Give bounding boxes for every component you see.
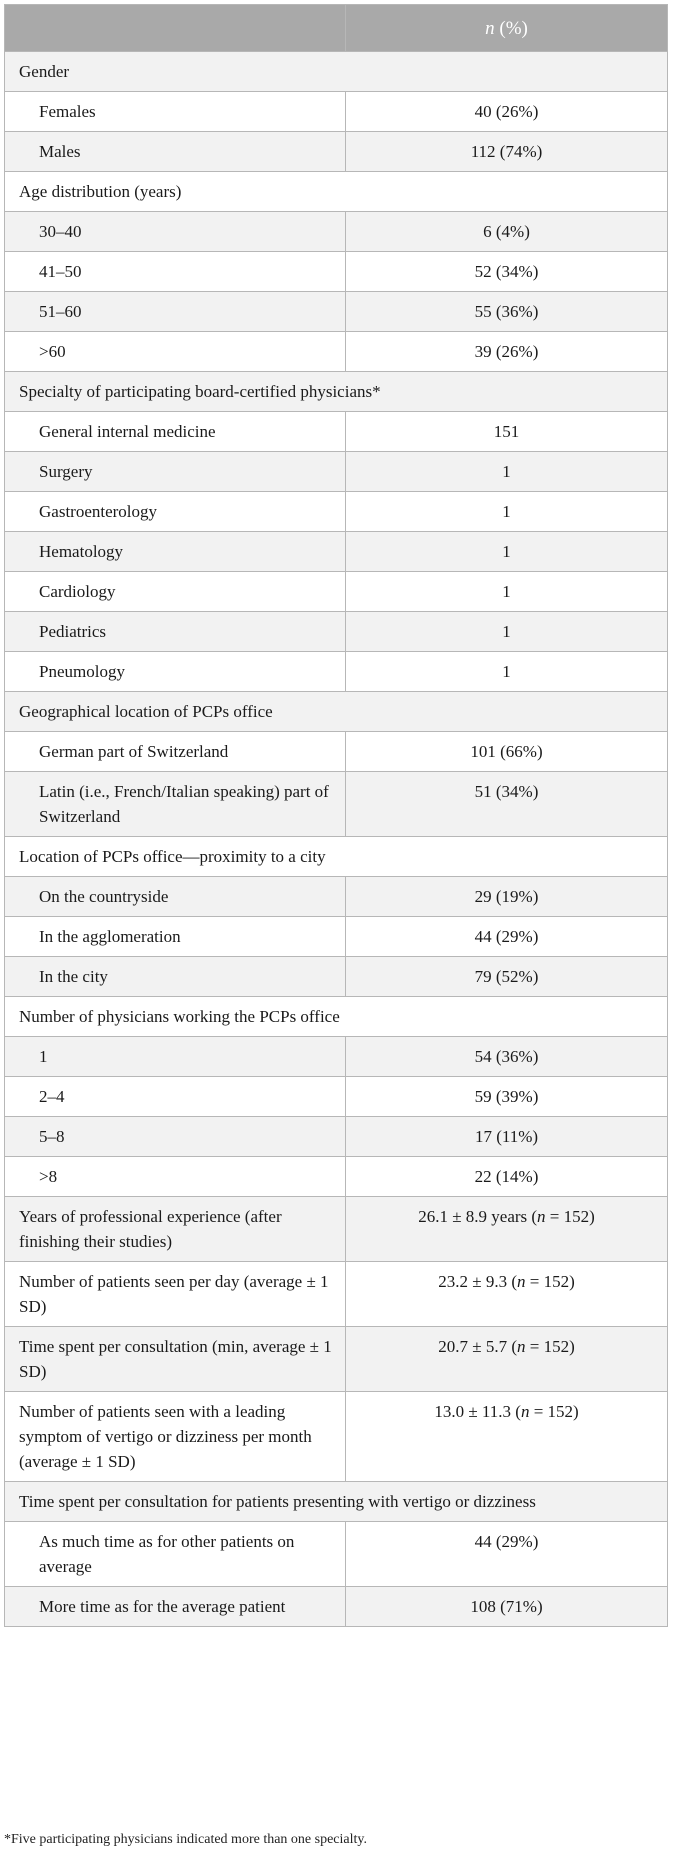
section-row <box>5 172 668 212</box>
row-value: 151 <box>346 412 668 452</box>
row-label: 1 <box>5 1037 346 1077</box>
table-row <box>5 1197 668 1262</box>
row-value: 59 (39%) <box>346 1077 668 1117</box>
row-value: 13.0 ± 11.3 (n = 152) <box>346 1392 668 1482</box>
section-label: Gender <box>5 52 668 92</box>
section-label: Geographical location of PCPs office <box>5 692 668 732</box>
row-label: >8 <box>5 1157 346 1197</box>
row-label: In the agglomeration <box>5 917 346 957</box>
row-label: General internal medicine <box>5 412 346 452</box>
table-row <box>5 292 668 332</box>
row-label: Cardiology <box>5 572 346 612</box>
table-row <box>5 917 668 957</box>
header-cell-empty <box>5 5 346 52</box>
table-row <box>5 877 668 917</box>
table-row <box>5 332 668 372</box>
row-value: 1 <box>346 652 668 692</box>
section-label: Specialty of participating board-certified physicians* <box>5 372 668 412</box>
demographics-table <box>4 4 668 1627</box>
table-footnote: *Five participating physicians indicated more than one specialty. <box>4 1832 367 1847</box>
row-label: 51–60 <box>5 292 346 332</box>
table-row <box>5 212 668 252</box>
section-row <box>5 1482 668 1522</box>
row-value: 1 <box>346 572 668 612</box>
section-label: Number of physicians working the PCPs office <box>5 997 668 1037</box>
row-value: 55 (36%) <box>346 292 668 332</box>
table-row <box>5 572 668 612</box>
row-label: Pneumology <box>5 652 346 692</box>
row-label: 30–40 <box>5 212 346 252</box>
row-value: 101 (66%) <box>346 732 668 772</box>
section-label: Location of PCPs office—proximity to a city <box>5 837 668 877</box>
table-row <box>5 1262 668 1327</box>
row-value: 22 (14%) <box>346 1157 668 1197</box>
header-percent: (%) <box>494 17 528 39</box>
table-row <box>5 652 668 692</box>
row-label: Number of patients seen per day (average ± 1 SD) <box>5 1262 346 1327</box>
row-value: 20.7 ± 5.7 (n = 152) <box>346 1327 668 1392</box>
table-row <box>5 1522 668 1587</box>
n-symbol: n <box>537 1207 546 1226</box>
row-value: 17 (11%) <box>346 1117 668 1157</box>
row-value: 39 (26%) <box>346 332 668 372</box>
table-row <box>5 732 668 772</box>
row-label: More time as for the average patient <box>5 1587 346 1627</box>
row-label: Years of professional experience (after finishing their studies) <box>5 1197 346 1262</box>
row-value: 23.2 ± 9.3 (n = 152) <box>346 1262 668 1327</box>
row-label: 2–4 <box>5 1077 346 1117</box>
row-label: Pediatrics <box>5 612 346 652</box>
row-value: 108 (71%) <box>346 1587 668 1627</box>
table-row <box>5 492 668 532</box>
row-label: In the city <box>5 957 346 997</box>
row-value: 1 <box>346 532 668 572</box>
table-row <box>5 612 668 652</box>
section-row <box>5 997 668 1037</box>
table-row <box>5 957 668 997</box>
row-value: 26.1 ± 8.9 years (n = 152) <box>346 1197 668 1262</box>
row-label: Surgery <box>5 452 346 492</box>
table-row <box>5 1157 668 1197</box>
row-value: 79 (52%) <box>346 957 668 997</box>
table-row <box>5 1037 668 1077</box>
table-row <box>5 132 668 172</box>
row-label: Number of patients seen with a leading symptom of vertigo or dizziness per month (average ± 1 SD) <box>5 1392 346 1482</box>
row-value: 44 (29%) <box>346 1522 668 1587</box>
header-cell-n-percent <box>346 5 668 52</box>
table-header-row <box>5 5 668 52</box>
row-value: 6 (4%) <box>346 212 668 252</box>
n-symbol: n <box>520 1402 530 1421</box>
row-label: >60 <box>5 332 346 372</box>
row-value: 52 (34%) <box>346 252 668 292</box>
row-value: 1 <box>346 452 668 492</box>
row-label: German part of Switzerland <box>5 732 346 772</box>
row-label: As much time as for other patients on average <box>5 1522 346 1587</box>
table-row <box>5 1327 668 1392</box>
row-value: 44 (29%) <box>346 917 668 957</box>
row-label: Males <box>5 132 346 172</box>
row-label: 5–8 <box>5 1117 346 1157</box>
n-symbol: n <box>517 1272 526 1291</box>
section-row <box>5 837 668 877</box>
row-value: 29 (19%) <box>346 877 668 917</box>
row-label: Gastroenterology <box>5 492 346 532</box>
section-label: Age distribution (years) <box>5 172 668 212</box>
table-row <box>5 1392 668 1482</box>
row-label: Latin (i.e., French/Italian speaking) part of Switzerland <box>5 772 346 837</box>
table-row <box>5 92 668 132</box>
table-row <box>5 1117 668 1157</box>
section-row <box>5 52 668 92</box>
row-label: On the countryside <box>5 877 346 917</box>
row-label: 41–50 <box>5 252 346 292</box>
section-label: Time spent per consultation for patients presenting with vertigo or dizziness <box>5 1482 668 1522</box>
row-value: 40 (26%) <box>346 92 668 132</box>
n-symbol: n <box>517 1337 526 1356</box>
table-row <box>5 1077 668 1117</box>
table-row <box>5 252 668 292</box>
row-label: Hematology <box>5 532 346 572</box>
table-row <box>5 532 668 572</box>
section-row <box>5 692 668 732</box>
header-n: n <box>485 17 495 39</box>
table-body <box>5 52 668 1627</box>
row-value: 54 (36%) <box>346 1037 668 1077</box>
table-row <box>5 412 668 452</box>
row-value: 1 <box>346 612 668 652</box>
row-value: 1 <box>346 492 668 532</box>
section-row <box>5 372 668 412</box>
row-value: 112 (74%) <box>346 132 668 172</box>
row-label: Females <box>5 92 346 132</box>
row-label: Time spent per consultation (min, average ± 1 SD) <box>5 1327 346 1392</box>
row-value: 51 (34%) <box>346 772 668 837</box>
table-row <box>5 1587 668 1627</box>
table-row <box>5 772 668 837</box>
table-row <box>5 452 668 492</box>
